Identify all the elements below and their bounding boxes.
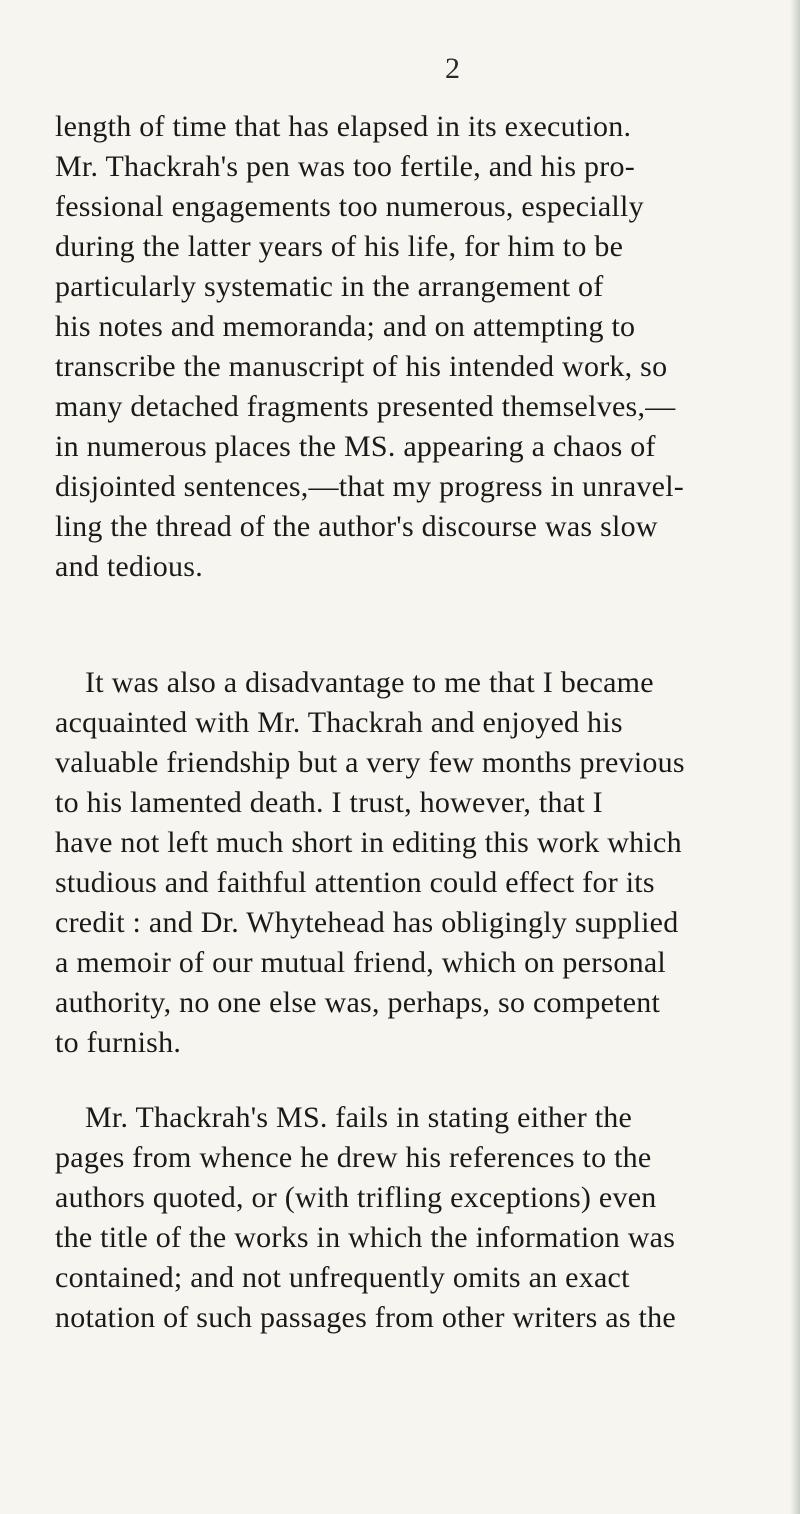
text-line: particularly systematic in the arrangement of bbox=[55, 270, 604, 303]
text-line: Mr. Thackrah's MS. fails in stating either the bbox=[85, 1101, 633, 1134]
text-line: Mr. Thackrah's pen was too fertile, and his pro- bbox=[55, 150, 636, 183]
text-line: his notes and memoranda; and on attempting to bbox=[55, 310, 636, 343]
text-line: many detached fragments presented themselves,— bbox=[55, 390, 676, 423]
text-line: ling the thread of the author's discourse was slow bbox=[55, 510, 658, 543]
text-line: and tedious. bbox=[55, 550, 203, 583]
text-line: the title of the works in which the information was bbox=[55, 1221, 676, 1254]
text-line: disjointed sentences,—that my progress in unravel- bbox=[55, 470, 685, 503]
text-line: acquainted with Mr. Thackrah and enjoyed his bbox=[55, 706, 623, 739]
paragraph-3 bbox=[55, 1098, 765, 1338]
text-line: during the latter years of his life, for him to be bbox=[55, 230, 624, 263]
text-line: a memoir of our mutual friend, which on personal bbox=[55, 946, 667, 979]
text-line: have not left much short in editing this work which bbox=[55, 826, 682, 859]
text-line: to his lamented death. I trust, however, that I bbox=[55, 786, 603, 819]
text-line: transcribe the manuscript of his intended work, so bbox=[55, 350, 668, 383]
text-line: in numerous places the MS. appearing a chaos of bbox=[55, 430, 656, 463]
page-edge-shadow bbox=[790, 0, 800, 1514]
page-number: 2 bbox=[445, 52, 460, 85]
text-line: authority, no one else was, perhaps, so competent bbox=[55, 986, 661, 1019]
text-line: It was also a disadvantage to me that I became bbox=[85, 666, 654, 699]
text-line: credit : and Dr. Whytehead has obligingly supplied bbox=[55, 906, 679, 939]
text-line: length of time that has elapsed in its execution. bbox=[55, 110, 632, 143]
text-line: to furnish. bbox=[55, 1026, 182, 1059]
paragraph-1 bbox=[55, 107, 765, 587]
text-line: contained; and not unfrequently omits an exact bbox=[55, 1261, 630, 1294]
text-line: authors quoted, or (with trifling exceptions) even bbox=[55, 1181, 657, 1214]
text-line: studious and faithful attention could effect for its bbox=[55, 866, 655, 899]
paragraph-2 bbox=[55, 663, 765, 1063]
text-line: pages from whence he drew his references to the bbox=[55, 1141, 652, 1174]
text-line: notation of such passages from other writers as the bbox=[55, 1301, 676, 1334]
text-line: fessional engagements too numerous, especially bbox=[55, 190, 644, 223]
text-line: valuable friendship but a very few months previous bbox=[55, 746, 685, 779]
